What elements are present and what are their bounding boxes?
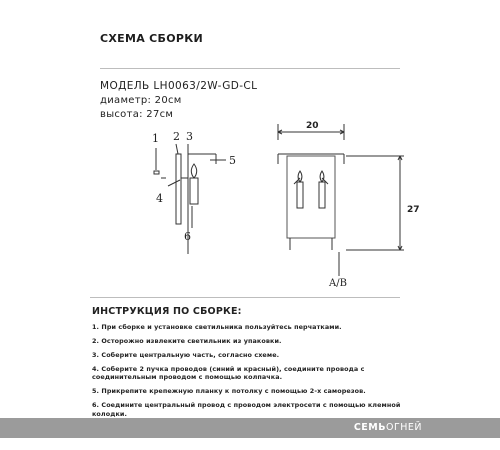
width-dimension-label: 20 <box>306 121 319 131</box>
front-view-drawing <box>278 124 404 276</box>
callout-1: 1 <box>152 132 159 145</box>
brand-bold-text: СЕМЬ <box>353 422 386 433</box>
instructions-title: ИНСТРУКЦИЯ ПО СБОРКЕ: <box>92 306 242 317</box>
brand-light-text: ОГНЕЙ <box>385 422 422 433</box>
instruction-step: 3. Соберите центральную часть, согласно схеме. <box>92 351 280 359</box>
callout-3: 3 <box>186 130 193 143</box>
callout-5: 5 <box>229 154 236 167</box>
height-dimension-label: 27 <box>407 205 420 215</box>
section-divider <box>90 297 400 298</box>
instruction-step: 4. Соберите 2 пучка проводов (синий и красный), соедините провода с соединительным проводом с помощью колпачка. <box>92 365 365 382</box>
model-label: МОДЕЛЬ LH0063/2W-GD-CL <box>100 80 258 92</box>
footer-bar <box>0 418 500 438</box>
instruction-step: 5. Прикрепите крепежную планку к потолку с помощью 2-х саморезов. <box>92 387 366 396</box>
instruction-step: 1. При сборке и установке светильника пользуйтесь перчатками. <box>92 323 342 331</box>
view-label: A/B <box>329 278 347 289</box>
instruction-list <box>92 323 412 424</box>
callout-4: 4 <box>156 192 163 205</box>
brand-logo <box>354 422 422 433</box>
height-label: высота: 27см <box>100 109 174 120</box>
instruction-step: 6. Соедините центральный провод с проводом электросети с помощью клемной колодки. <box>92 401 401 418</box>
diameter-label: диаметр: 20см <box>100 95 182 106</box>
instruction-step: 2. Осторожно извлеките светильник из упаковки. <box>92 337 282 345</box>
assembly-diagram <box>130 118 430 298</box>
callout-6: 6 <box>184 230 191 243</box>
callout-2: 2 <box>173 130 180 143</box>
page-title: СХЕМА СБОРКИ <box>100 32 204 45</box>
top-divider <box>100 68 400 69</box>
